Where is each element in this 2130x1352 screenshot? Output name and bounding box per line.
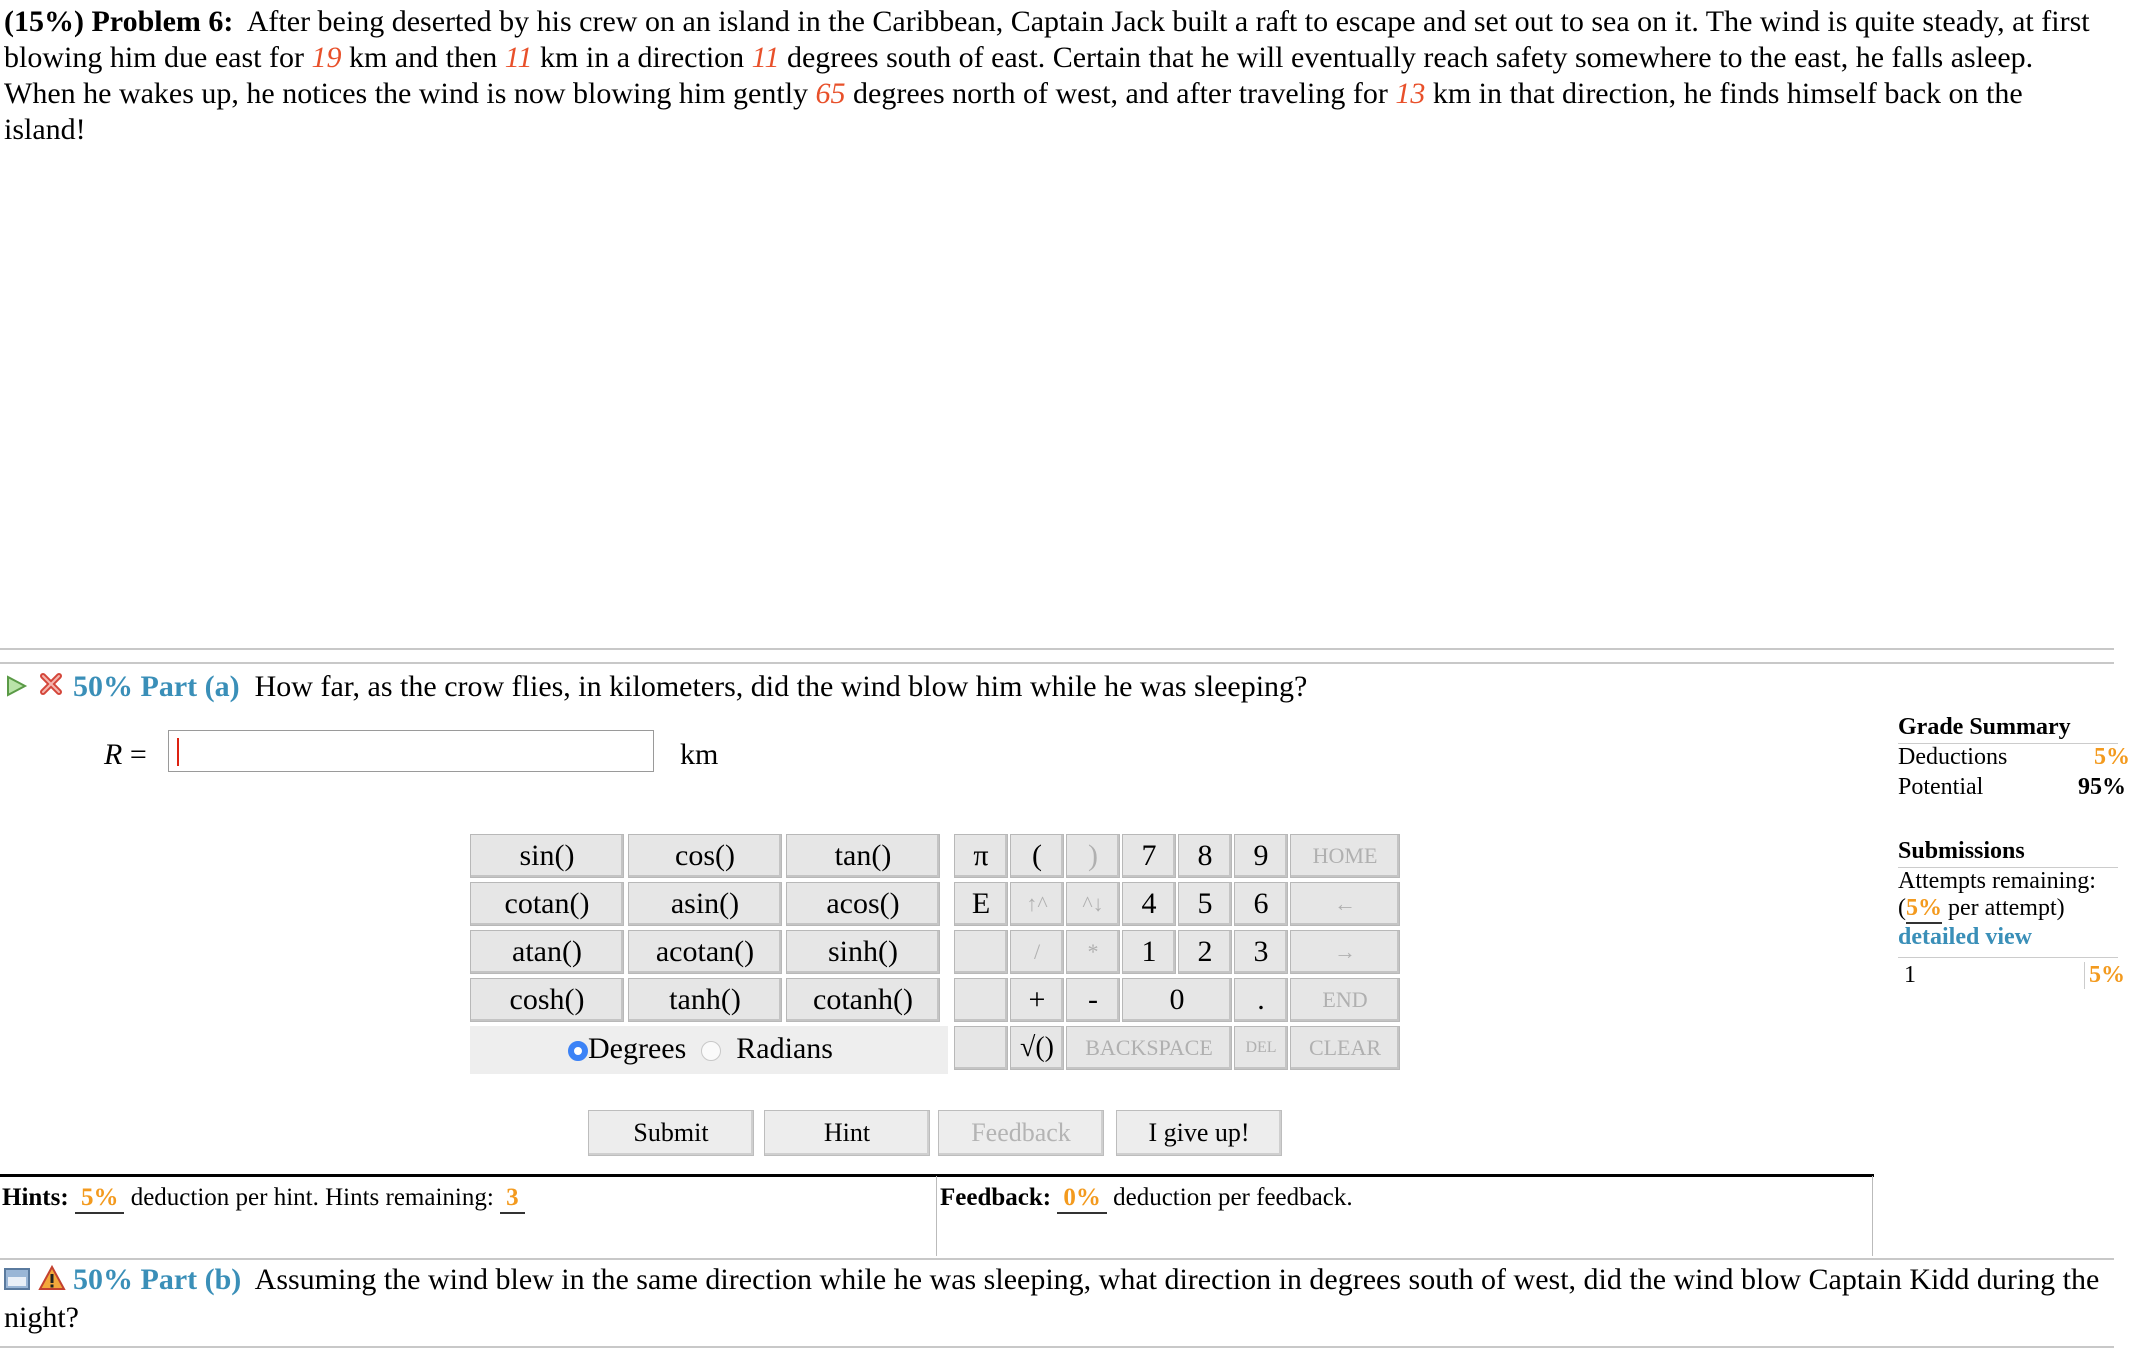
section-divider: [0, 648, 2114, 650]
deductions-label: Deductions: [1898, 744, 2008, 770]
section-divider: [0, 1258, 2114, 1260]
footer-separator: [936, 1176, 937, 1256]
feedback-deduction: 0%: [1057, 1184, 1107, 1214]
cos-button[interactable]: cos(): [628, 834, 782, 878]
expand-arrow-icon[interactable]: [4, 670, 28, 708]
incorrect-x-icon: [36, 669, 66, 709]
feedback-text: deduction per feedback.: [1113, 1184, 1353, 1211]
minus-button[interactable]: -: [1066, 978, 1120, 1022]
right-paren-button[interactable]: ): [1066, 834, 1120, 878]
part-b-label: Part (b): [140, 1263, 242, 1296]
given-value-2: 11: [504, 41, 533, 74]
decimal-point-button[interactable]: .: [1234, 978, 1288, 1022]
problem-title: Problem 6:: [91, 5, 234, 38]
attempts-remaining-label: Attempts remaining:: [1898, 867, 2118, 895]
detailed-view-link[interactable]: detailed view: [1898, 924, 2032, 950]
deductions-value: 5%: [2094, 744, 2130, 770]
left-arrow-button[interactable]: ←: [1290, 882, 1400, 926]
given-value-5: 13: [1395, 77, 1426, 110]
e-button[interactable]: E: [954, 882, 1008, 926]
section-divider: [0, 662, 2114, 664]
cotanh-button[interactable]: cotanh(): [786, 978, 940, 1022]
sqrt-button[interactable]: √(): [1010, 1026, 1064, 1070]
answer-variable: R =: [104, 738, 147, 771]
footer-divider: [0, 1174, 1874, 1177]
acotan-button[interactable]: acotan(): [628, 930, 782, 974]
raise-exponent-button[interactable]: ↑^: [1010, 882, 1064, 926]
home-button[interactable]: HOME: [1290, 834, 1400, 878]
divide-button[interactable]: /: [1010, 930, 1064, 974]
tanh-button[interactable]: tanh(): [628, 978, 782, 1022]
problem-text-2: km and then: [348, 41, 498, 74]
problem-weight: (15%): [4, 5, 84, 38]
hint-button[interactable]: Hint: [764, 1110, 930, 1156]
submission-number: 1: [1904, 962, 1916, 988]
submission-deduction: 5%: [2084, 962, 2125, 989]
blank-key: [954, 1026, 1008, 1070]
right-arrow-button[interactable]: →: [1290, 930, 1400, 974]
feedback-info: [940, 1184, 1353, 1214]
collapsed-part-icon[interactable]: [4, 1264, 30, 1300]
hint-deduction: 5%: [75, 1184, 125, 1214]
answer-unit: km: [680, 738, 719, 771]
problem-statement: [4, 4, 2104, 148]
submissions-title: Submissions: [1898, 838, 2025, 864]
footer-separator: [1872, 1176, 1873, 1256]
give-up-button[interactable]: I give up!: [1116, 1110, 1282, 1156]
problem-text-5: degrees north of west, and after traveling for: [853, 77, 1388, 110]
grade-summary-title: Grade Summary: [1898, 714, 2071, 740]
asin-button[interactable]: asin(): [628, 882, 782, 926]
sin-button[interactable]: sin(): [470, 834, 624, 878]
digit-9-button[interactable]: 9: [1234, 834, 1288, 878]
hints-info: [2, 1184, 525, 1214]
grade-summary: [1898, 714, 2130, 804]
potential-value: 95%: [2078, 774, 2126, 800]
radians-label: Radians: [736, 1032, 833, 1065]
per-attempt-line: (5% per attempt): [1898, 895, 2118, 924]
warning-icon: [38, 1264, 66, 1300]
digit-5-button[interactable]: 5: [1178, 882, 1232, 926]
digit-8-button[interactable]: 8: [1178, 834, 1232, 878]
answer-input[interactable]: [168, 730, 654, 772]
end-button[interactable]: END: [1290, 978, 1400, 1022]
sinh-button[interactable]: sinh(): [786, 930, 940, 974]
problem-text-6: km in that direction, he finds himself back on the island!: [4, 77, 2023, 146]
part-a-question: How far, as the crow flies, in kilometers, did the wind blow him while he was sleeping?: [254, 670, 1308, 703]
cotan-button[interactable]: cotan(): [470, 882, 624, 926]
left-paren-button[interactable]: (: [1010, 834, 1064, 878]
tan-button[interactable]: tan(): [786, 834, 940, 878]
degrees-radio[interactable]: [568, 1041, 588, 1061]
pi-button[interactable]: π: [954, 834, 1008, 878]
angle-mode-row: [470, 1026, 948, 1074]
part-a-label: Part (a): [140, 670, 240, 703]
digit-6-button[interactable]: 6: [1234, 882, 1288, 926]
part-b-header: [4, 1262, 2104, 1336]
hints-remaining: 3: [500, 1184, 525, 1214]
feedback-label: Feedback:: [940, 1184, 1052, 1211]
digit-1-button[interactable]: 1: [1122, 930, 1176, 974]
delete-button[interactable]: DEL: [1234, 1026, 1288, 1070]
blank-key: [954, 978, 1008, 1022]
digit-7-button[interactable]: 7: [1122, 834, 1176, 878]
problem-text-4: degrees south of east. Certain that he will eventually reach safety somewhere to the east, he falls asleep. When he wakes up, he notices the wind is now blowing him gently: [4, 41, 2034, 110]
cosh-button[interactable]: cosh(): [470, 978, 624, 1022]
part-a-header: [4, 668, 1307, 709]
digit-0-button[interactable]: 0: [1122, 978, 1232, 1022]
digit-3-button[interactable]: 3: [1234, 930, 1288, 974]
submissions-panel: [1898, 838, 2125, 992]
section-divider: [0, 1346, 2114, 1348]
text-cursor: [177, 738, 179, 766]
part-a-percent: 50%: [73, 670, 133, 703]
atan-button[interactable]: atan(): [470, 930, 624, 974]
problem-text-3: km in a direction: [540, 41, 745, 74]
clear-button[interactable]: CLEAR: [1290, 1026, 1400, 1070]
given-value-3: 11: [751, 41, 780, 74]
submit-button[interactable]: Submit: [588, 1110, 754, 1156]
backspace-button[interactable]: BACKSPACE: [1066, 1026, 1232, 1070]
part-b-question: Assuming the wind blew in the same direction while he was sleeping, what direction in degrees south of west, did the wind blow Captain Kidd during the night?: [4, 1263, 2100, 1335]
hints-label: Hints:: [2, 1184, 69, 1211]
problem-text-1: After being deserted by his crew on an island in the Caribbean, Captain Jack built a raft to escape and set out to sea on it. The wind is quite steady, at first blowing him due east for: [4, 5, 2090, 74]
potential-label: Potential: [1898, 774, 1984, 800]
degrees-label: Degrees: [588, 1032, 687, 1065]
digit-2-button[interactable]: 2: [1178, 930, 1232, 974]
acos-button[interactable]: acos(): [786, 882, 940, 926]
hints-text: deduction per hint. Hints remaining:: [130, 1184, 494, 1211]
given-value-1: 19: [311, 41, 342, 74]
radians-radio[interactable]: [701, 1041, 721, 1061]
part-b-percent: 50%: [73, 1263, 133, 1296]
given-value-4: 65: [815, 77, 846, 110]
feedback-button[interactable]: Feedback: [938, 1110, 1104, 1156]
multiply-button[interactable]: *: [1066, 930, 1120, 974]
plus-button[interactable]: +: [1010, 978, 1064, 1022]
blank-key: [954, 930, 1008, 974]
lower-exponent-button[interactable]: ^↓: [1066, 882, 1120, 926]
digit-4-button[interactable]: 4: [1122, 882, 1176, 926]
